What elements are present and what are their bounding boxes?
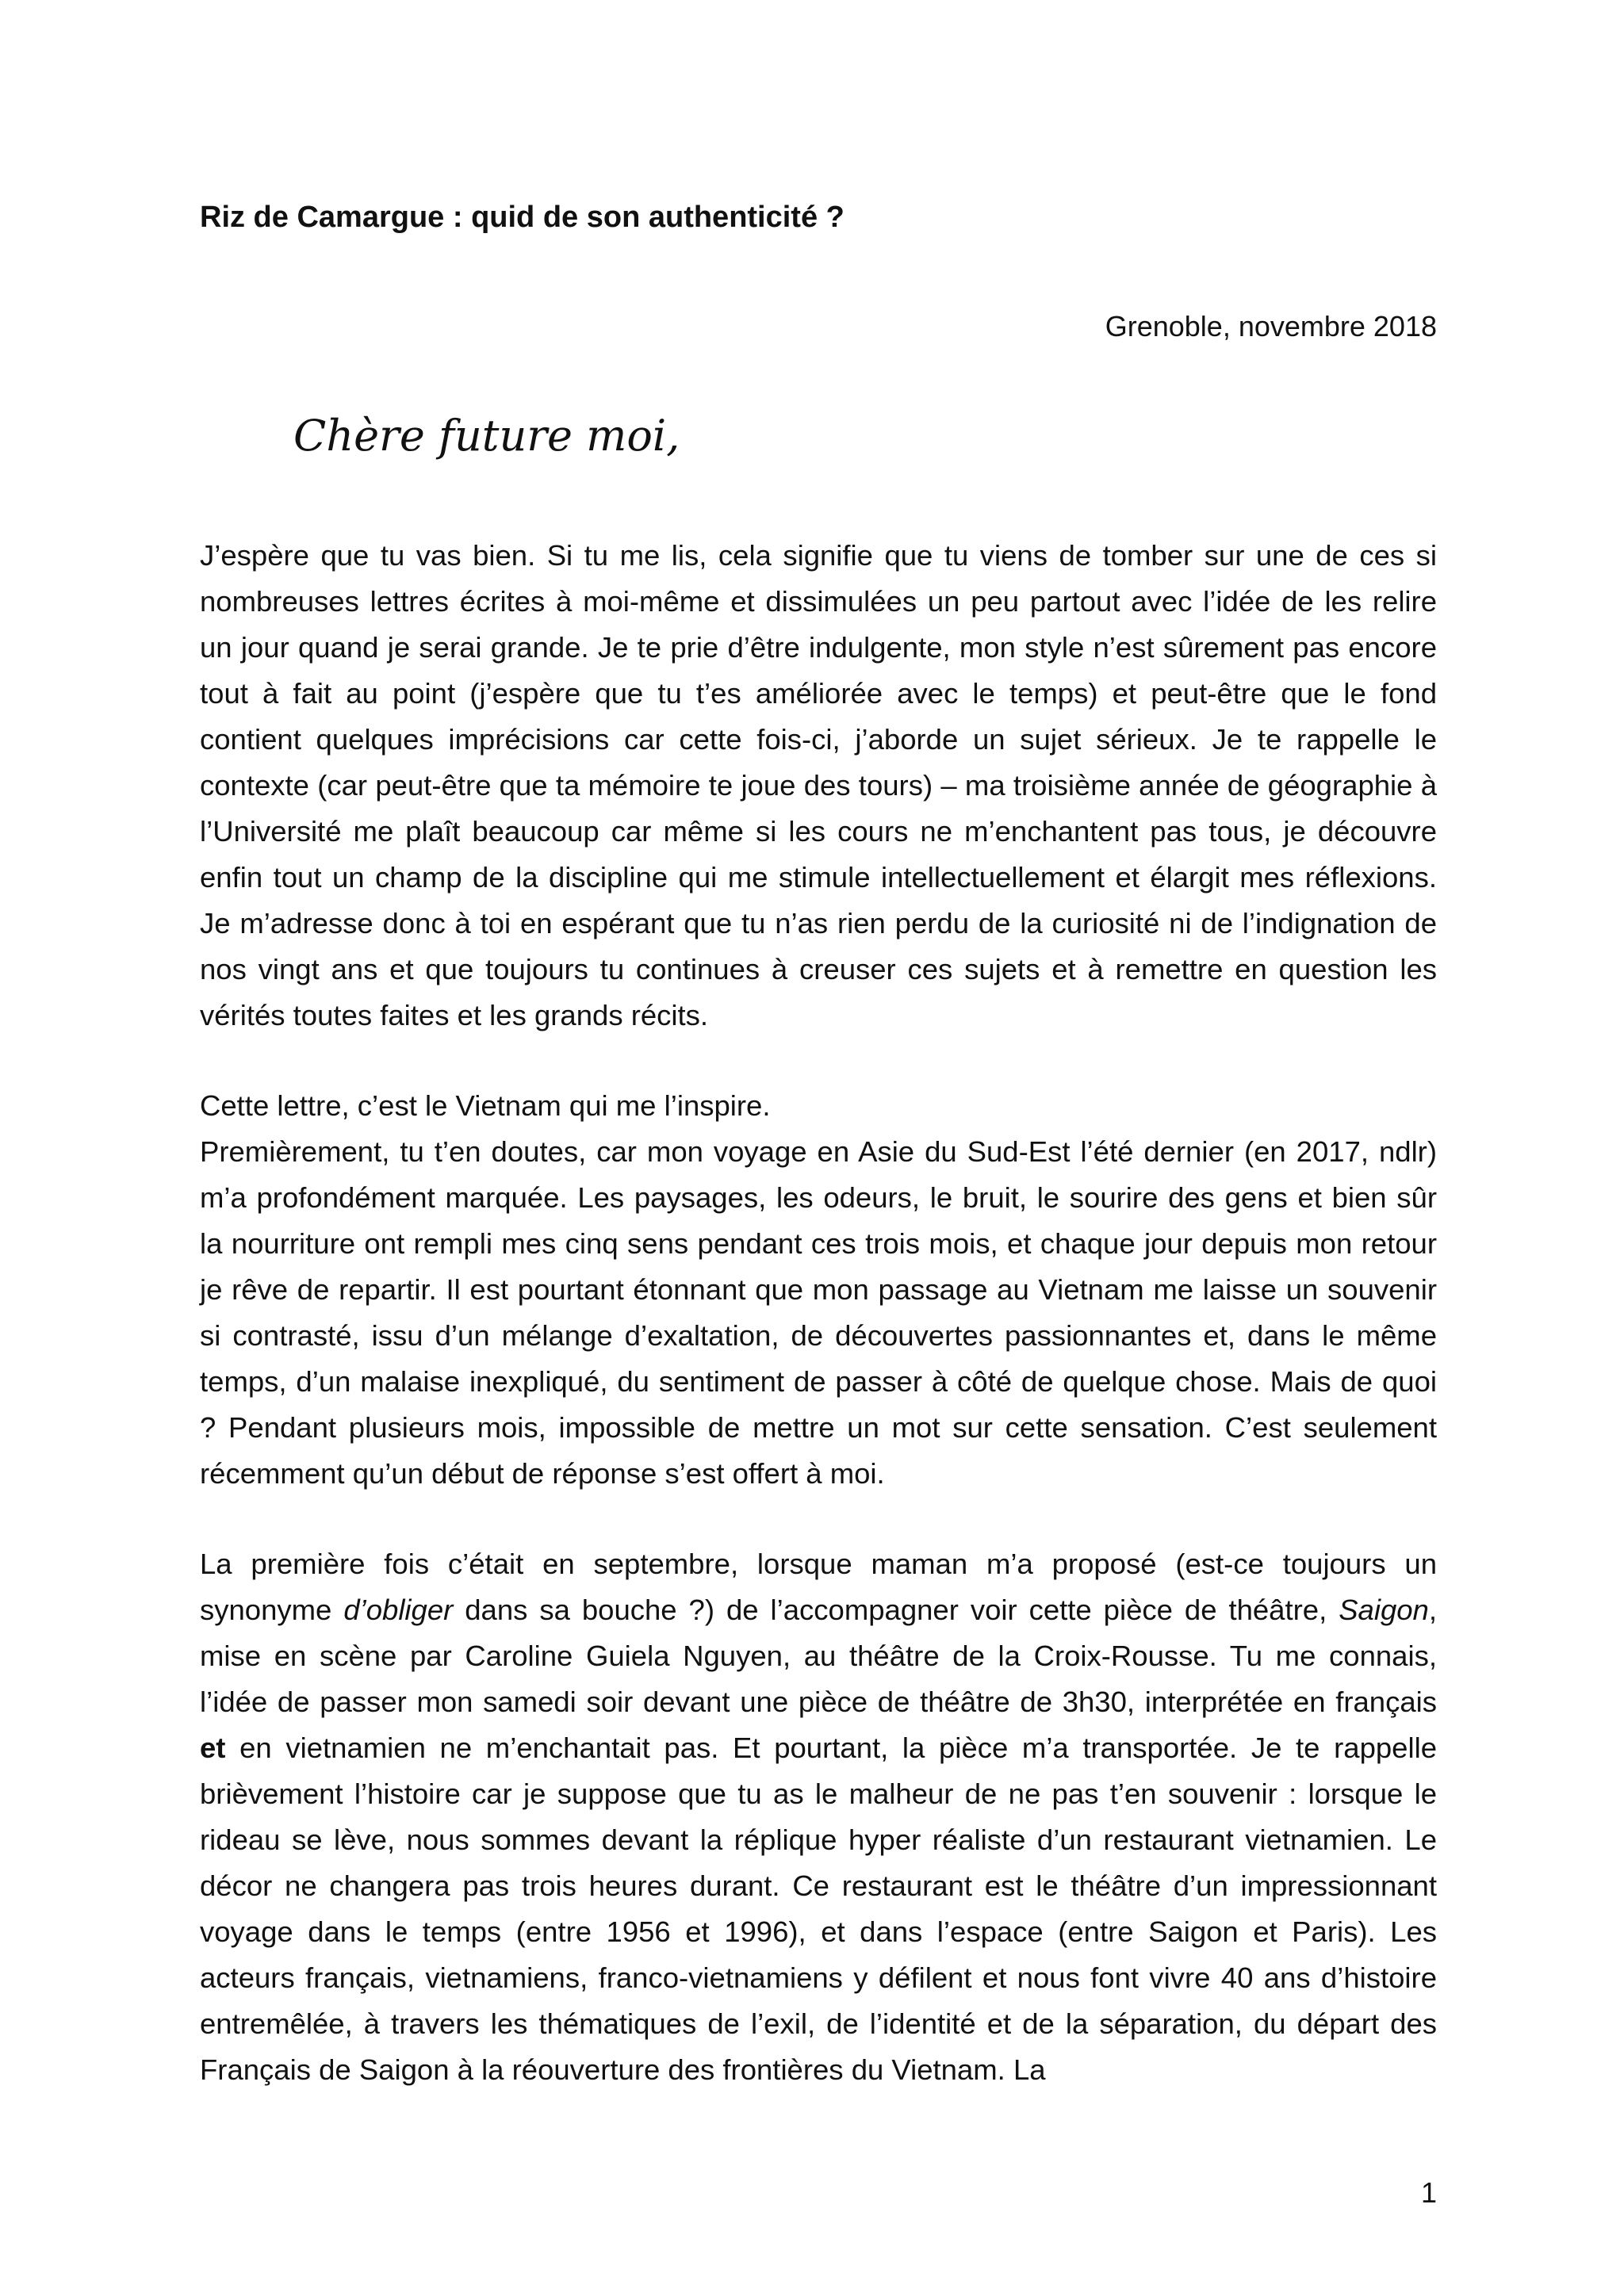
paragraph-theatre (200, 1541, 1437, 2093)
letter-body (200, 533, 1437, 2137)
text-run: La première fois c’était en septembre, lorsque maman m’a proposé (est-ce toujours un synonyme (200, 1548, 1437, 1626)
text-run: , mise en scène par Caroline Guiela Nguyen, au théâtre de la Croix-Rousse. Tu me connais, l’idée de passer mon samedi soir devant une pièce de théâtre de 3h30, interprétée en français (200, 1594, 1437, 1718)
page-number: 1 (1420, 2176, 1437, 2209)
text-run: dans sa bouche ?) de l’accompagner voir cette pièce de théâtre, (453, 1594, 1339, 1626)
bold-text-run: et (200, 1732, 226, 1764)
paragraph-inspiration (200, 1083, 1437, 1129)
document-title: Riz de Camargue : quid de son authenticité ? (200, 201, 845, 234)
italic-text-run: d’obliger (343, 1594, 454, 1626)
letter-salutation: Chère future moi, (293, 411, 680, 461)
place-and-date: Grenoble, novembre 2018 (1105, 310, 1437, 342)
paragraph-intro (200, 533, 1437, 1039)
text-run: Cette lettre, c’est le Vietnam qui me l’inspire. (200, 1089, 771, 1122)
italic-text-run: Saigon (1339, 1594, 1429, 1626)
text-run: Premièrement, tu t’en doutes, car mon voyage en Asie du Sud-Est l’été dernier (en 2017, ndlr) m’a profondément marquée. Les paysages, les odeurs, le bruit, le sourire des gens et bien sûr la nourriture ont rempli mes cinq sens pendant ces trois mois, et chaque jour depuis mon retour je rêve de repartir. Il est pourtant étonnant que mon passage au Vietnam me laisse un souvenir si contrasté, issu d’un mélange d’exaltation, de découvertes passionnantes et, dans le même temps, d’un malaise inexpliqué, du sentiment de passer à côté de quelque chose. Mais de quoi ? Pendant plusieurs mois, impossible de mettre un mot sur cette sensation. C’est seulement récemment qu’un début de réponse s’est offert à moi. (200, 1135, 1437, 1490)
paragraph-voyage (200, 1129, 1437, 1497)
text-run: en vietnamien ne m’enchantait pas. Et pourtant, la pièce m’a transportée. Je te rappelle brièvement l’histoire car je suppose que tu as le malheur de ne pas t’en souvenir : lorsque le rideau se lève, nous sommes devant la réplique hyper réaliste d’un restaurant vietnamien. Le décor ne changera pas trois heures durant. Ce restaurant est le théâtre d’un impressionnant voyage dans le temps (entre 1956 et 1996), et dans l’espace (entre Saigon et Paris). Les acteurs français, vietnamiens, franco-vietnamiens y défilent et nous font vivre 40 ans d’histoire entremêlée, à travers les thématiques de l’exil, de l’identité et de la séparation, du départ des Français de Saigon à la réouverture des frontières du Vietnam. La (200, 1732, 1437, 2086)
text-run: J’espère que tu vas bien. Si tu me lis, cela signifie que tu viens de tomber sur une de ces si nombreuses lettres écrites à moi-même et dissimulées un peu partout avec l’idée de les relire un jour quand je serai grande. Je te prie d’être indulgente, mon style n’est sûrement pas encore tout à fait au point (j’espère que tu t’es améliorée avec le temps) et peut-être que le fond contient quelques imprécisions car cette fois-ci, j’aborde un sujet sérieux. Je te rappelle le contexte (car peut-être que ta mémoire te joue des tours) – ma troisième année de géographie à l’Université me plaît beaucoup car même si les cours ne m’enchantent pas tous, je découvre enfin tout un champ de la discipline qui me stimule intellectuellement et élargit mes réflexions. Je m’adresse donc à toi en espérant que tu n’as rien perdu de la curiosité ni de l’indignation de nos vingt ans et que toujours tu continues à creuser ces sujets et à remettre en question les vérités toutes faites et les grands récits. (200, 539, 1437, 1031)
